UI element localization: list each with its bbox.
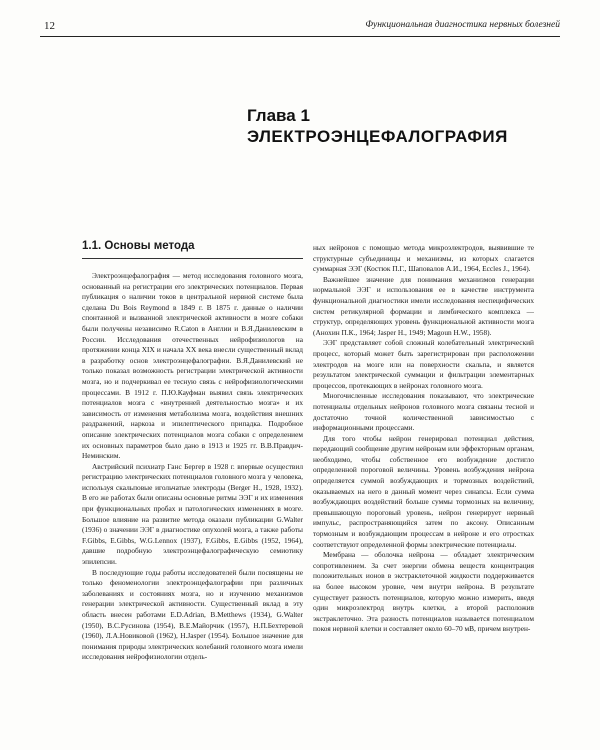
header-rule — [40, 36, 560, 37]
running-head: Функциональная диагностика нервных болезней — [365, 20, 560, 30]
paragraph: Важнейшее значение для понимания механизмов генерации нормальной ЭЭГ и использования ее в качестве инструмента функциональной диагностики имели исследования неспецифических систем ретикулярной формации и лимбического комплекса — структур, определяющих уровень функциональной активности мозга (Анохин П.К., 1964; Jasper H., 1949; Magoun H.W., 1958). — [313, 274, 534, 337]
paragraph: Для того чтобы нейрон генерировал потенциал действия, передающий сообщение другим нейронам или эффекторным органам, необходимо, чтобы собственное его возбуждение достигло определенной пороговой величины. Уровень возбуждения нейрона определяется суммой возбуждающих и тормозных воздействий, оказываемых на него в данный момент через синапсы. Если сумма возбуждающих воздействий больше суммы тормозных на величину, превышающую пороговый уровень, нейрон генерирует нервный импульс, распространяющийся затем по аксону. Описанным тормозным и возбуждающим процессам в нейроне и его отростках соответствуют определенной формы электрические потенциалы. — [313, 433, 534, 549]
chapter-heading — [247, 106, 508, 148]
paragraph: ЭЭГ представляет собой сложный колебательный электрический процесс, который может быть зарегистрирован при расположении электродов на мозге или на поверхности скальпа, и является результатом электрической суммации и фильтрации элементарных процессов, протекающих в нейронах головного мозга. — [313, 338, 534, 390]
chapter-label: Глава 1 — [247, 106, 310, 125]
left-column — [82, 271, 303, 663]
paragraph: ных нейронов с помощью метода микроэлектродов, выявившие те структурные субъединицы и механизмы, из которых слагается суммарная ЭЭГ (Костюк П.Г., Шаповалов А.И., 1964, Eccles J., 1964). — [313, 243, 534, 274]
paragraph: Мембрана — оболочка нейрона — обладает электрическим сопротивлением. За счет энергии обмена веществ концентрация положительных ионов в экстраклеточной жидкости поддерживается на более высоком уровне, чем внутри нейрона. В результате существует разность потенциалов, которую можно измерить, введя один микроэлектрод внутрь клетки, а второй расположив экстраклеточно. Эта разность потенциалов называется потенциалом покоя нервной клетки и составляет около 60–70 мВ, причем внутрен- — [313, 550, 534, 634]
paragraph: Электроэнцефалография — метод исследования головного мозга, основанный на регистрации его электрических потенциалов. Первая публикация о наличии токов в центральной нервной системе была сделана Du Bois Reymond в 1849 г. В 1875 г. данные о наличии спонтанной и вызванной электрической активности в мозге собаки были получены независимо R.Caton в Англии и В.Я.Данилевским в России. Исследования отечественных нейрофизиологов на протяжении конца XIX и начала XX века внесли существенный вклад в разработку основ электроэнцефалографии. В.Я.Данилевский не только показал возможность регистрации электрической активности мозга, но и подчеркивал ее тесную связь с нейрофизиологическими процессами. В 1912 г. П.Ю.Кауфман выявил связь электрических потенциалов мозга с «внутренней деятельностью мозга» и их зависимость от изменения метаболизма мозга, воздействия внешних раздражений, наркоза и эпилептического припадка. Подробное описание электрических потенциалов мозга собаки с определением их основных параметров было дано в 1913 и 1925 гг. В.В.Правдич-Неминским. — [82, 271, 303, 461]
paragraph: В последующие годы работы исследователей были посвящены не только феноменологии электроэнцефалографии при различных заболеваниях и состояниях мозга, но и изучению механизмов генерации электрической активности. Существенный вклад в эту область внесен работами E.D.Adrian, B.Metthews (1934), G.Walter (1950), В.С.Русинова (1954), В.Е.Майорчик (1957), Н.П.Бехтеревой (1960), Л.А.Новиковой (1962), H.Jasper (1954). Большое значение для понимания природы электрических колебаний головного мозга имели исследования нейрофизиологии отдель- — [82, 567, 303, 662]
paragraph: Многочисленные исследования показывают, что электрические потенциалы отдельных нейронов головного мозга связаны тесной и достаточно точной количественной зависимостью с информационными процессами. — [313, 391, 534, 433]
section-heading: 1.1. Основы метода — [82, 240, 195, 252]
section-rule — [82, 258, 303, 259]
chapter-title: ЭЛЕКТРОЭНЦЕФАЛОГРАФИЯ — [247, 127, 508, 146]
paragraph: Австрийский психиатр Ганс Бергер в 1928 г. впервые осуществил регистрацию электрических потенциалов головного мозга у человека, используя скальповые игольчатые электроды (Berger H., 1928, 1932). В его же работах были описаны основные ритмы ЭЭГ и их изменения при функциональных пробах и патологических изменениях в мозге. Большое влияние на развитие метода оказали публикации G.Walter (1936) о значении ЭЭГ в диагностике опухолей мозга, а также работы F.Gibbs, E.Gibbs, W.G.Lennox (1937), F.Gibbs, E.Gibbs (1952, 1964), давшие подробную электроэнцефалографическую семиотику эпилепсии. — [82, 461, 303, 567]
right-column — [313, 243, 534, 635]
page-number: 12 — [44, 20, 55, 32]
